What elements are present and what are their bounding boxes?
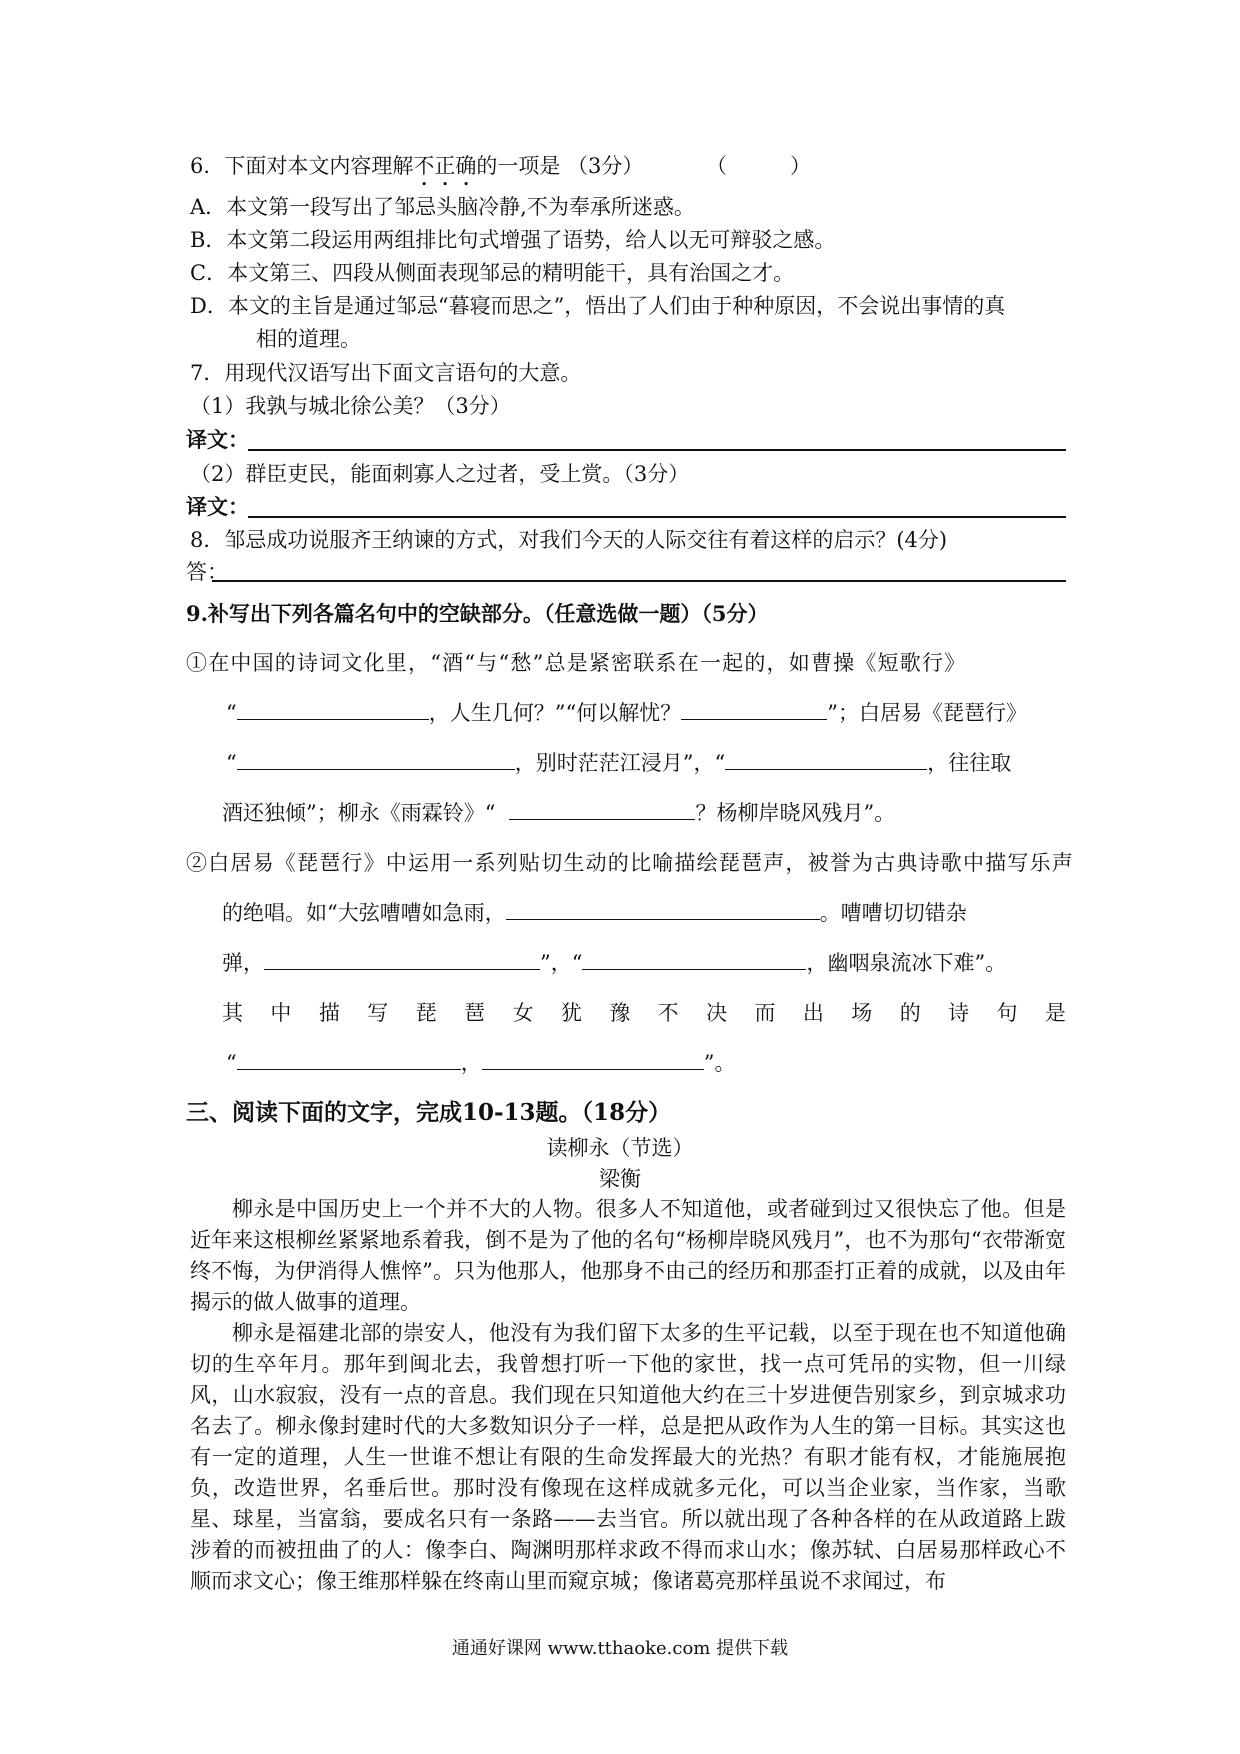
- q7-sentence-1: （1）我孰与城北徐公美？（3分）: [190, 394, 511, 418]
- section3-heading: 三、阅读下面的文字，完成10-13题。（18分）: [186, 1099, 672, 1126]
- q9-item1-line1: ①在中国的诗词文化里，“酒“与“愁”总是紧密联系在一起的，如曹操《短歌行》: [186, 651, 967, 675]
- q9-text: 酒还独倾”；柳永《雨霖铃》“: [222, 801, 496, 825]
- q6-option-d-cont: 相的道理。: [256, 327, 361, 351]
- q6-answer-bracket: （ ）: [706, 154, 811, 178]
- q9-spread-char: 琶: [464, 1001, 486, 1025]
- q9-blank-8[interactable]: [582, 947, 806, 970]
- q9-spread-char: 决: [706, 1001, 728, 1025]
- q6-stem: [190, 150, 643, 191]
- q9-text: 弹，: [222, 951, 264, 975]
- q9-item2-line1: ②白居易《琵琶行》中运用一系列贴切生动的比喻描绘琵琶声，被誉为古典诗歌中描写乐声: [186, 851, 1074, 875]
- q6-option-a: A．本文第一段写出了邹忌头脑冷静,不为奉承所迷惑。: [190, 195, 695, 219]
- q9-spread-char: 是: [1044, 1001, 1066, 1025]
- q9-item2-line2: [222, 897, 967, 927]
- q9-spread-char: 不: [657, 1001, 679, 1025]
- q7-translation-label-2: 译文：: [186, 494, 249, 519]
- q9-spread-char: 诗: [948, 1001, 970, 1025]
- q7-answer-line-1[interactable]: [248, 449, 1066, 451]
- q9-spread-char: 中: [270, 1001, 292, 1025]
- q9-item1-line4: [222, 797, 895, 827]
- q9-blank-5[interactable]: [509, 797, 695, 820]
- q8-answer-line[interactable]: [212, 580, 1066, 582]
- q9-text: ，往往取: [927, 751, 1012, 775]
- q9-text: ，: [460, 1051, 482, 1075]
- passage-title: 读柳永（节选）: [546, 1136, 694, 1160]
- q9-text: 。嘈嘈切切错杂: [819, 901, 967, 925]
- q9-spread-char: 女: [512, 1001, 534, 1025]
- q9-text: ，幽咽泉流冰下难”。: [806, 951, 1007, 975]
- q6-option-c: C．本文第三、四段从侧面表现邹忌的精明能干，具有治国之才。: [190, 261, 795, 285]
- q9-blank-1[interactable]: [237, 697, 429, 720]
- q9-item2-line4: [222, 997, 1066, 1027]
- q9-spread-char: 场: [851, 1001, 873, 1025]
- q9-blank-9[interactable]: [237, 1047, 461, 1070]
- q8-stem: 8．邹忌成功说服齐王纳谏的方式，对我们今天的人际交往有着这样的启示？(4分): [190, 528, 948, 552]
- q9-blank-10[interactable]: [482, 1047, 704, 1070]
- q9-spread-char: 写: [367, 1001, 389, 1025]
- q9-text: ”。: [703, 1051, 736, 1075]
- q9-blank-2[interactable]: [681, 697, 827, 720]
- q9-text: ，别时茫茫江浸月”，“: [514, 751, 726, 775]
- passage-paragraph-1: 柳永是中国历史上一个并不大的人物。很多人不知道他，或者碰到过又很快忘了他。但是近年来这根柳丝紧紧地系着我，倒不是为了他的名句“杨柳岸晓风残月”，也不为那句“衣带渐宽终不悔，为伊消得人憔悴”。只为他那人，他那身不由己的经历和那歪打正着的成就，以及由年揭示的做人做事的道理。: [190, 1197, 1066, 1314]
- q9-item2-line5: [226, 1047, 736, 1077]
- q9-spread-char: 句: [996, 1001, 1018, 1025]
- q9-spread-char: 而: [754, 1001, 776, 1025]
- q8-answer-label: 答：: [186, 560, 228, 584]
- quote-mark: “: [226, 701, 237, 725]
- q9-spread-char: 描: [318, 1001, 340, 1025]
- quote-mark: “: [226, 1051, 237, 1075]
- q9-text: ，人生几何？”“何以解忧？: [428, 701, 682, 725]
- q9-blank-3[interactable]: [237, 747, 515, 770]
- q9-text: ”；白居易《琵琶行》: [827, 701, 1027, 725]
- q9-spread-char: 豫: [609, 1001, 631, 1025]
- q9-blank-6[interactable]: [506, 897, 820, 920]
- q7-stem: 7．用现代汉语写出下面文言语句的大意。: [190, 361, 582, 385]
- q9-spread-char: 的: [899, 1001, 921, 1025]
- passage-author: 梁衡: [599, 1167, 641, 1191]
- q7-sentence-2: （2）群臣吏民，能面刺寡人之过者，受上赏。（3分）: [190, 462, 690, 486]
- q9-item2-line3: [222, 947, 1006, 977]
- q9-item1-line3: [226, 747, 1011, 777]
- q6-option-d: D．本文的主旨是通过邹忌“暮寝而思之”，悟出了人们由于种种原因，不会说出事情的真: [190, 294, 1006, 318]
- q9-spread-char: 犹: [560, 1001, 582, 1025]
- q6-stem-part-b: 的一项是 （3分）: [476, 154, 644, 178]
- q9-text: 的绝唱。如“大弦嘈嘈如急雨，: [222, 901, 506, 925]
- quote-mark: “: [226, 751, 237, 775]
- q9-spread-char: 出: [802, 1001, 824, 1025]
- q9-item1-line2: [226, 697, 1027, 727]
- q9-text: ？杨柳岸晓风残月”。: [695, 801, 896, 825]
- q9-heading: 9.补写出下列各篇名句中的空缺部分。（任意选做一题）（5分）: [186, 601, 769, 626]
- q9-blank-4[interactable]: [725, 747, 927, 770]
- q7-answer-line-2[interactable]: [248, 516, 1066, 518]
- q7-translation-label-1: 译文：: [186, 427, 249, 452]
- q9-spread-char: 其: [222, 1001, 243, 1025]
- q6-option-b: B．本文第二段运用两组排比句式增强了语势，给人以无可辩驳之感。: [190, 228, 836, 252]
- q9-spread-char: 琵: [415, 1001, 437, 1025]
- page-footer: 通通好课网 www.tthaoke.com 提供下载: [451, 1638, 789, 1659]
- passage-paragraph-2: 柳永是福建北部的崇安人，他没有为我们留下太多的生平记载，以至于现在也不知道他确切的生卒年月。那年到闽北去，我曾想打听一下他的家世，找一点可凭吊的实物，但一川绿风，山水寂寂，没有一点的音息。我们现在只知道他大约在三十岁进便告别家乡，到京城求功名去了。柳永像封建时代的大多数知识分子一样，总是把从政作为人生的第一目标。其实这也有一定的道理，人生一世谁不想让有限的生命发挥最大的光热？有职才能有权，才能施展抱负，改造世界，名垂后世。那时没有像现在这样成就多元化，可以当企业家，当作家，当歌星、球星，当富翁，要成名只有一条路——去当官。所以就出现了各种各样的在从政道路上跋涉着的而被扭曲了的人：像李白、陶渊明那样求政不得而求山水；像苏轼、白居易那样政心不顺而求文心；像王维那样躲在终南山里而窥京城；像诸葛亮那样虽说不求闻过，布: [190, 1321, 1066, 1593]
- q9-text: ”，“: [540, 951, 583, 975]
- q9-blank-7[interactable]: [264, 947, 540, 970]
- q6-stem-part-a: 6．下面对本文内容理解: [190, 154, 414, 178]
- q6-stem-emphasis: 不正确: [413, 154, 477, 178]
